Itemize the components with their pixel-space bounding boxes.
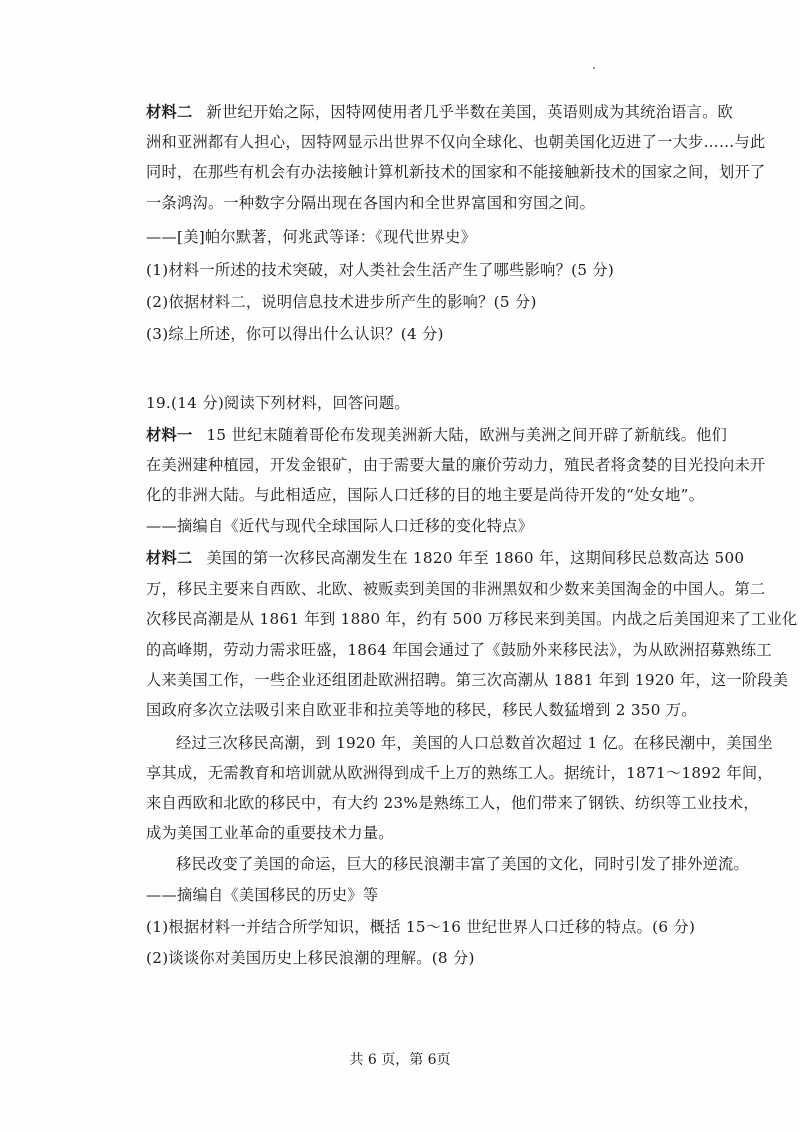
q19-material2-line-2: 万，移民主要来自西欧、北欧、被贩卖到美国的非洲黑奴和少数来美国淘金的中国人。第二	[146, 580, 766, 598]
q18-material2-line-2: 洲和亚洲都有人担心，因特网显示出世界不仅向全球化、也朝美国化迈进了一大步……与此	[146, 133, 766, 151]
q18-question-1: (1)材料一所述的技术突破，对人类社会生活产生了哪些影响？(5 分)	[146, 261, 615, 279]
q19-material1-source: ——摘编自《近代与现代全球国际人口迁移的变化特点》	[146, 517, 534, 535]
q18-question-3: (3)综上所述，你可以得出什么认识？(4 分)	[146, 325, 444, 343]
q19-material2-line-4: 的高峰期，劳动力需求旺盛，1864 年国会通过了《鼓励外来移民法》，为从欧洲招募熟练工	[146, 641, 772, 659]
q19-material2-line-3: 次移民高潮是从 1861 年到 1880 年，约有 500 万移民来到美国。内战之后美国迎来了工业化	[146, 610, 798, 628]
q19-material1-line-3: 化的非洲大陆。与此相适应，国际人口迁移的目的地主要是尚待开发的“处女地”。	[146, 486, 705, 504]
q19-paragraph3: 移民改变了美国的命运，巨大的移民浪潮丰富了美国的文化，同时引发了排外逆流。	[176, 855, 750, 873]
q18-material2-label: 材料二	[146, 103, 193, 121]
q19-material1-line-2: 在美洲建种植园，开发金银矿，由于需要大量的廉价劳动力，殖民者将贪婪的目光投向未开	[146, 456, 766, 474]
q18-material2-line-3: 同时，在那些有机会有办法接触计算机新技术的国家和不能接触新技术的国家之间，划开了	[146, 163, 766, 181]
q19-material2-line-6: 国政府多次立法吸引来自欧亚非和拉美等地的移民，移民人数猛增到 2 350 万。	[146, 701, 697, 719]
q19-material1-line-1: 材料一 15 世纪末随着哥伦布发现美洲新大陆，欧洲与美洲之间开辟了新航线。他们	[146, 426, 728, 444]
q19-paragraph2-line-2: 享其成，无需教育和培训就从欧洲得到成千上万的熟练工人。据统计，1871～1892 年间，	[146, 764, 773, 782]
q18-question-2: (2)依据材料二，说明信息技术进步所产生的影响？(5 分)	[146, 293, 537, 311]
page-footer: 共 6 页，第 6页	[349, 1052, 451, 1068]
q19-material2-label: 材料二	[146, 549, 193, 567]
q19-material2-line-1: 材料二 美国的第一次移民高潮发生在 1820 年至 1860 年，这期间移民总数高达 500	[146, 549, 745, 567]
q19-paragraph2-line-1: 经过三次移民高潮，到 1920 年，美国的人口总数首次超过 1 亿。在移民潮中，美国坐	[176, 734, 773, 752]
q18-material2-line-1: 材料二 新世纪开始之际，因特网使用者几乎半数在美国，英语则成为其统治语言。欧	[146, 103, 734, 121]
scan-speck	[593, 67, 595, 69]
q19-question-1: (1)根据材料一并结合所学知识，概括 15～16 世纪世界人口迁移的特点。(6 分)	[146, 918, 696, 936]
q19-material2-line-5: 人来美国工作，一些企业还组团赴欧洲招聘。第三次高潮从 1881 年到 1920 年，这一阶段美	[146, 671, 789, 689]
q19-stem: 19.(14 分)阅读下列材料，回答问题。	[146, 394, 410, 412]
q18-material2-source: ——[美]帕尔默著，何兆武等译：《现代世界史》	[146, 228, 477, 246]
q19-paragraph2-line-4: 成为美国工业革命的重要技术力量。	[146, 824, 394, 842]
q19-paragraph2-line-3: 来自西欧和北欧的移民中，有大约 23%是熟练工人，他们带来了钢铁、纺织等工业技术，	[146, 794, 759, 812]
q18-material2-line-4: 一条鸿沟。一种数字分隔出现在各国内和全世界富国和穷国之间。	[146, 194, 596, 212]
q19-question-2: (2)谈谈你对美国历史上移民浪潮的理解。(8 分)	[146, 949, 475, 967]
q19-material2-source: ——摘编自《美国移民的历史》等	[146, 886, 379, 904]
q19-material1-label: 材料一	[146, 426, 193, 444]
